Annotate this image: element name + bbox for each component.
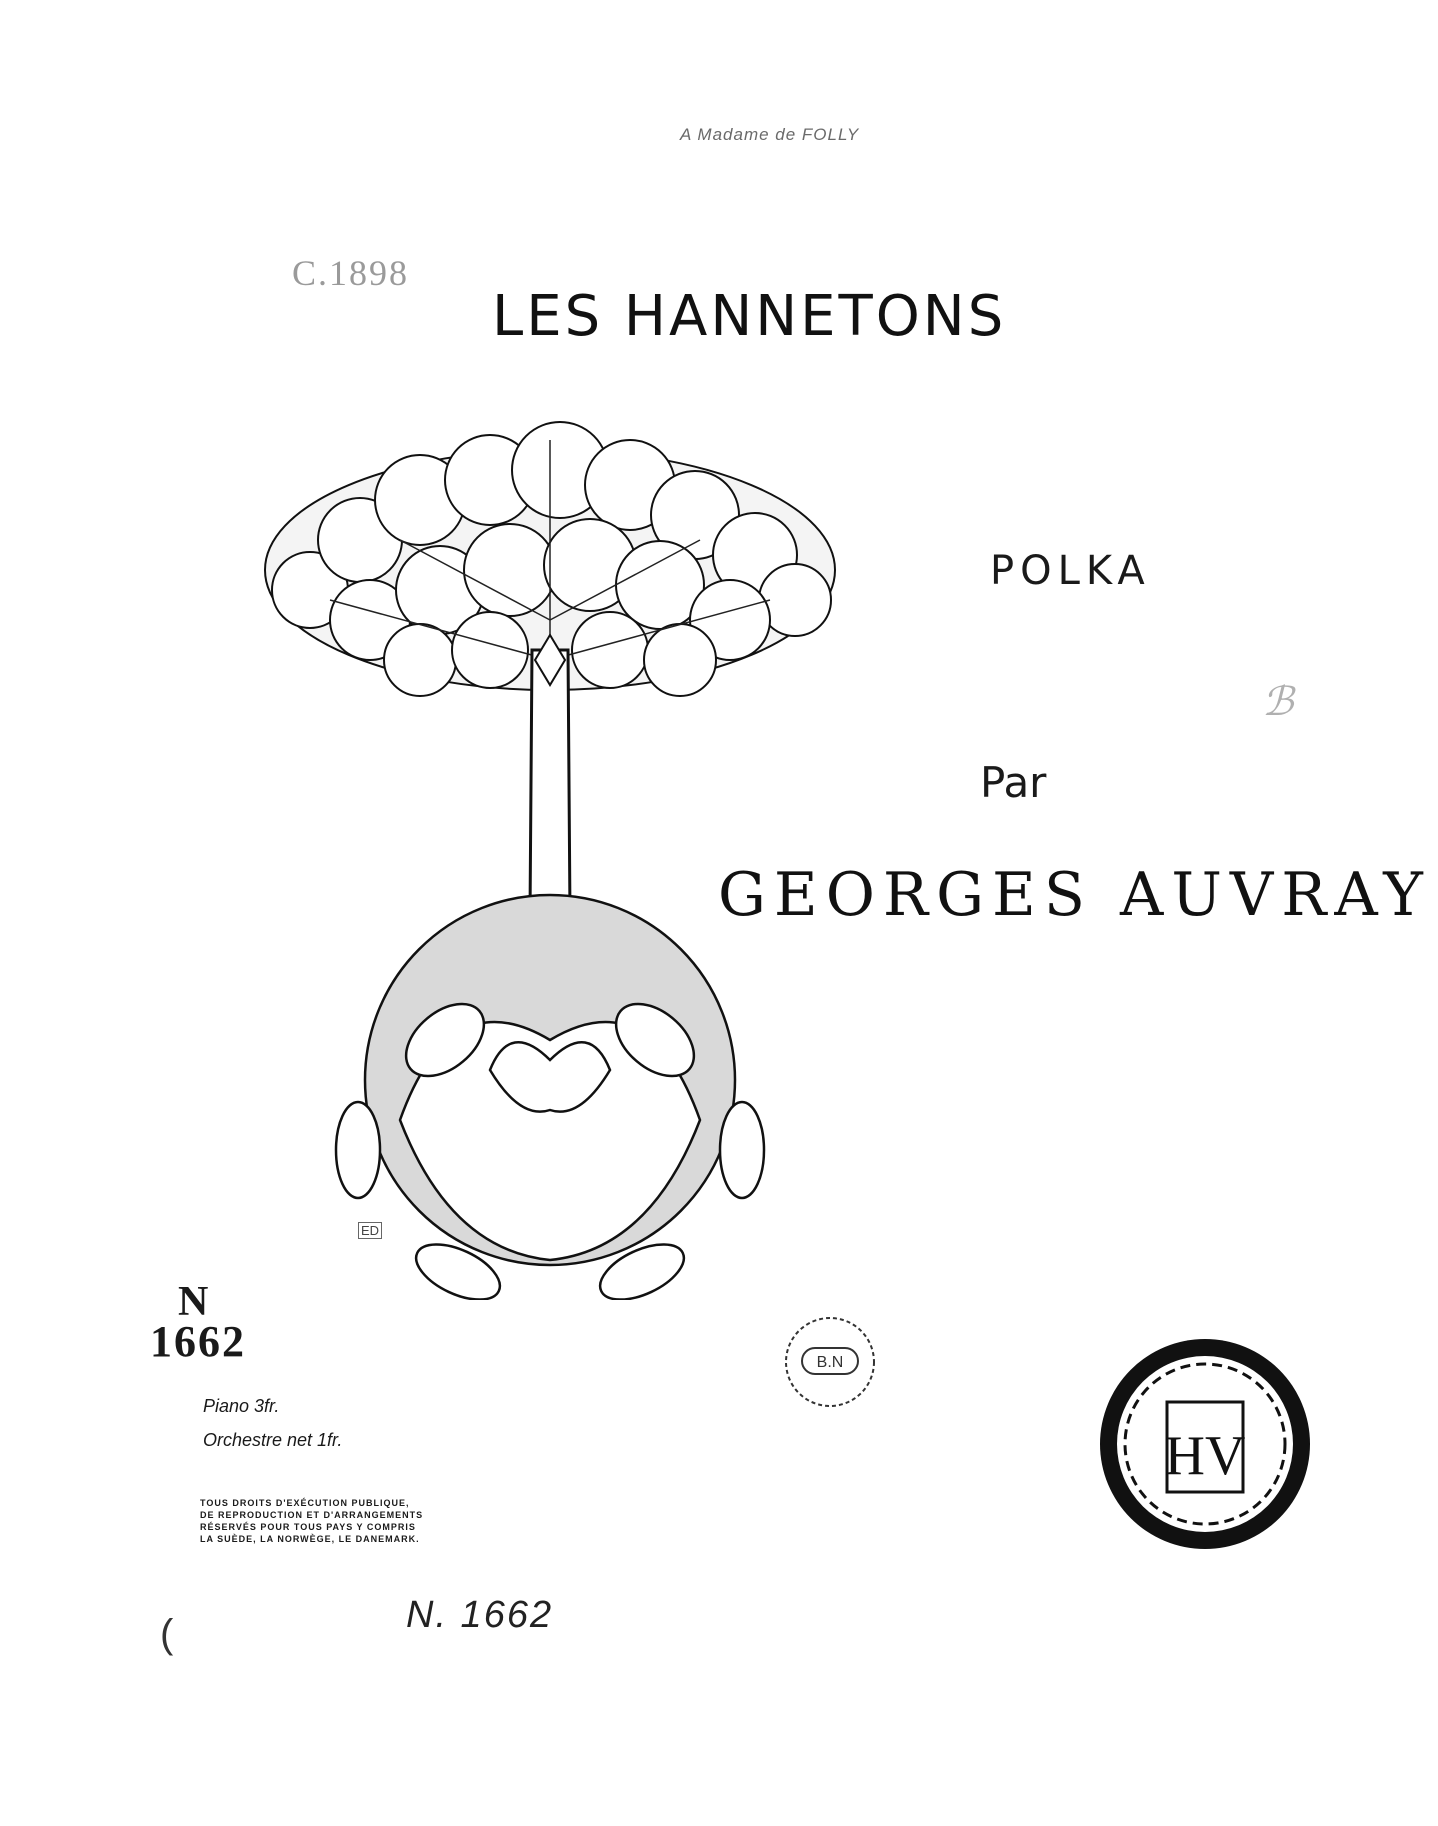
artist-monogram: ED — [358, 1222, 382, 1239]
price-piano: Piano 3fr. — [203, 1396, 280, 1416]
rights-line: LA SUÈDE, LA NORWÈGE, LE DANEMARK. — [200, 1534, 420, 1544]
handwritten-paren: ( — [160, 1612, 174, 1656]
rights-line: DE REPRODUCTION ET D'ARRANGEMENTS — [200, 1510, 424, 1520]
by-label: Par — [980, 758, 1047, 807]
shelfmark: N. 1662 — [406, 1594, 554, 1636]
publisher-monogram-text: HV — [1164, 1425, 1246, 1487]
library-stamp-icon — [780, 1312, 880, 1412]
catalog-number: 1662 — [150, 1317, 246, 1366]
genre-label: POLKA — [990, 548, 1151, 594]
composer-name: GEORGES AUVRAY — [718, 860, 1431, 930]
price-orchestra: Orchestre net 1fr. — [203, 1430, 343, 1450]
page-title: LES HANNETONS — [492, 284, 1007, 349]
publisher-seal-icon — [1095, 1334, 1315, 1554]
rights-line: TOUS DROITS D'EXÉCUTION PUBLIQUE, — [200, 1498, 410, 1508]
handwritten-mark: ℬ — [1262, 679, 1294, 724]
rights-notice — [200, 1497, 470, 1545]
globe-with-beetles — [336, 895, 764, 1300]
catalog-letter: N — [178, 1279, 209, 1325]
stamp-center-text: B.N — [816, 1354, 844, 1371]
rights-line: RÉSERVÉS POUR TOUS PAYS Y COMPRIS — [200, 1522, 416, 1532]
date-mark: C.1898 — [292, 253, 410, 293]
dedication: A Madame de FOLLY — [680, 125, 860, 144]
